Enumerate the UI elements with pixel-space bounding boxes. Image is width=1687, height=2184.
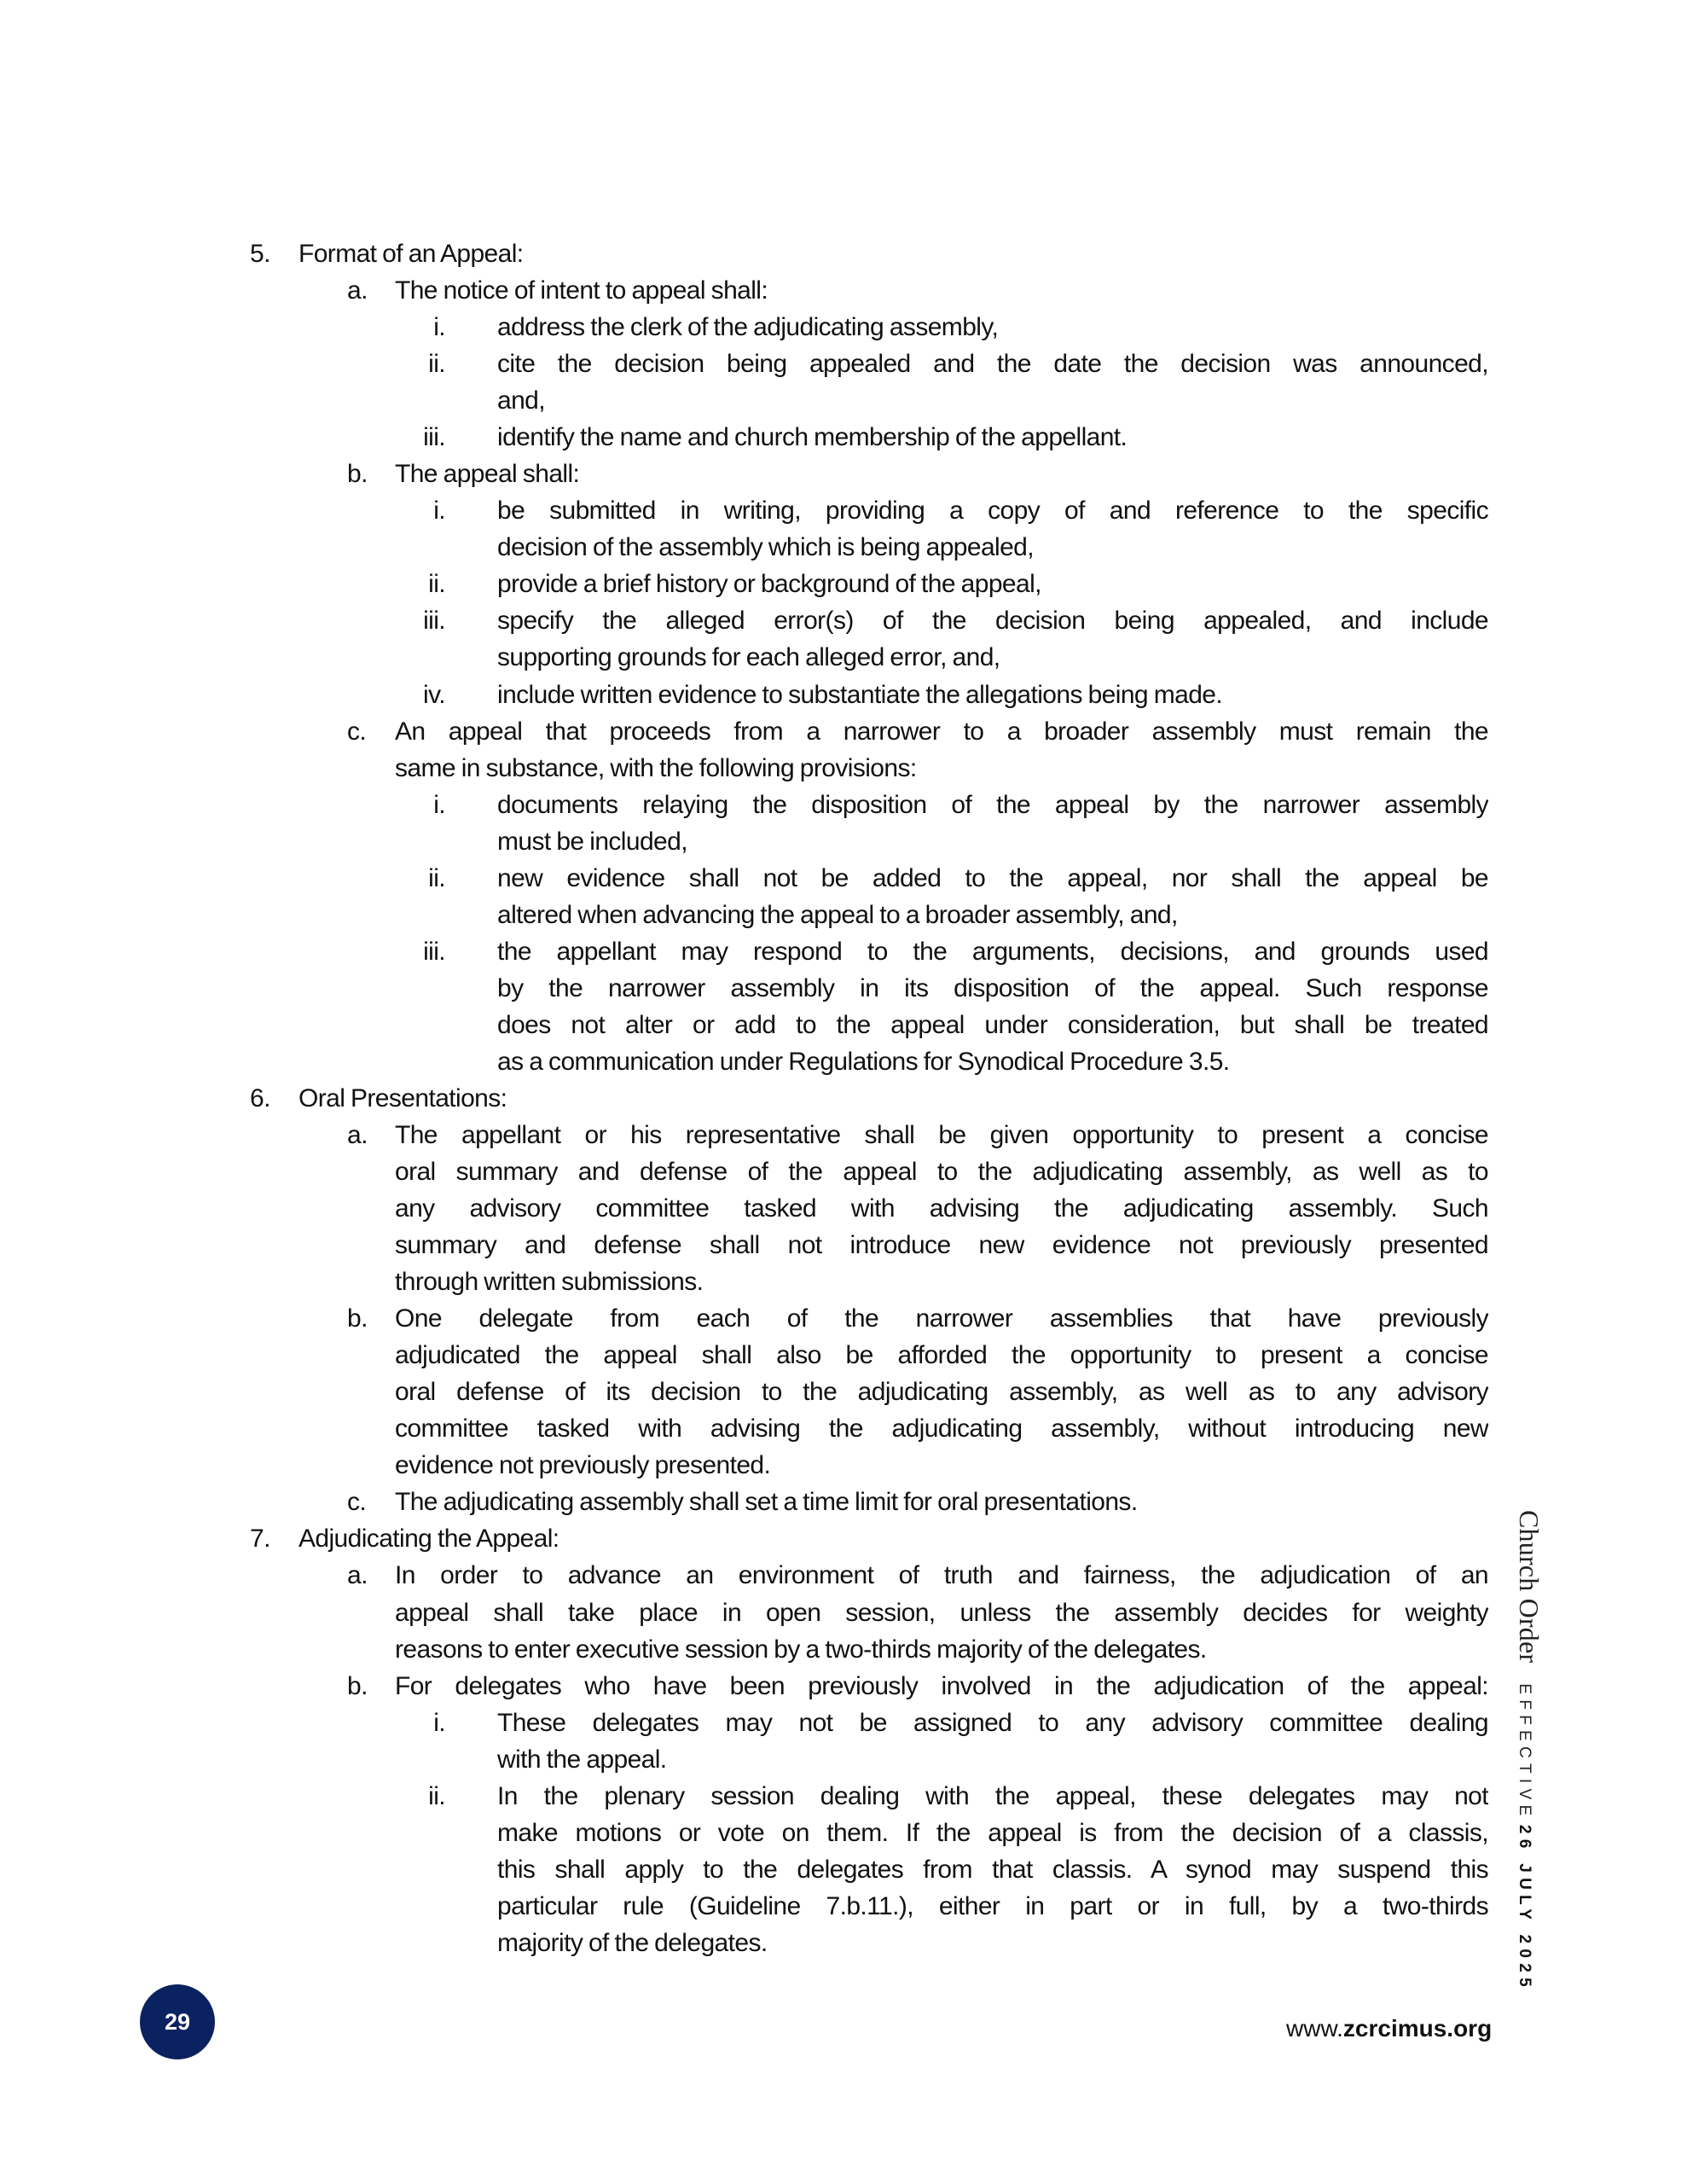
list-marker: i. [433, 313, 445, 342]
running-header-vertical [1512, 1510, 1546, 1992]
list-text: does not alter or add to the appeal under consideration, but shall be treated [497, 1010, 1488, 1039]
list-marker: iv. [423, 680, 445, 709]
list-marker: b. [347, 1304, 368, 1333]
list-marker: iii. [423, 423, 445, 452]
list-line [0, 1153, 1687, 1190]
list-text: decision of the assembly which is being appealed, [497, 533, 1035, 562]
list-line [0, 639, 1687, 676]
list-line [0, 456, 1687, 492]
list-marker: iii. [423, 937, 445, 966]
list-line [0, 933, 1687, 970]
list-marker: c. [347, 717, 367, 746]
list-marker: a. [347, 1121, 368, 1149]
list-text: The notice of intent to appeal shall: [395, 276, 768, 305]
list-line [0, 1007, 1687, 1043]
list-marker: ii. [428, 1781, 445, 1810]
list-text: Adjudicating the Appeal: [299, 1525, 559, 1554]
page-number-badge [140, 1984, 215, 2059]
list-text: An appeal that proceeds from a narrower to a broader assembly must remain the [395, 717, 1488, 746]
list-marker: 7. [250, 1525, 270, 1554]
list-line [0, 1520, 1687, 1557]
list-text: committee tasked with advising the adjudicating assembly, without introducing new [395, 1414, 1488, 1443]
list-line [0, 1080, 1687, 1117]
list-text: evidence not previously presented. [395, 1451, 771, 1480]
list-line [0, 1925, 1687, 1961]
list-text: For delegates who have been previously involved in the adjudication of the appeal: [395, 1671, 1488, 1700]
list-text: altered when advancing the appeal to a broader assembly, and, [497, 900, 1178, 929]
list-line [0, 787, 1687, 823]
list-marker: ii. [428, 350, 445, 379]
list-text: as a communication under Regulations for Synodical Procedure 3.5. [497, 1047, 1230, 1076]
effective-date: 26 JULY 2025 [1516, 1824, 1533, 1992]
list-text: documents relaying the disposition of the appeal by the narrower assembly [497, 790, 1488, 819]
list-line [0, 492, 1687, 529]
list-text: Format of an Appeal: [299, 240, 524, 268]
list-line [0, 1447, 1687, 1484]
list-text: supporting grounds for each alleged error, and, [497, 643, 1000, 672]
list-text: the appellant may respond to the arguments, decisions, and grounds used [497, 937, 1488, 966]
list-text: reasons to enter executive session by a two-thirds majority of the delegates. [395, 1635, 1207, 1664]
list-line [0, 1668, 1687, 1705]
list-line [0, 750, 1687, 787]
list-text: The appellant or his representative shall be given opportunity to present a concise [395, 1121, 1488, 1149]
list-text: include written evidence to substantiate the allegations being made. [497, 680, 1223, 709]
list-line [0, 1594, 1687, 1631]
list-text: Oral Presentations: [299, 1083, 507, 1112]
list-line [0, 1300, 1687, 1337]
list-text: any advisory committee tasked with advising the adjudicating assembly. Such [395, 1194, 1488, 1223]
list-line [0, 346, 1687, 382]
list-text: adjudicated the appeal shall also be afforded the opportunity to present a concise [395, 1341, 1488, 1370]
list-line [0, 860, 1687, 897]
list-line [0, 1117, 1687, 1153]
list-text: with the appeal. [497, 1745, 667, 1774]
list-text: oral defense of its decision to the adjudicating assembly, as well as to any advisory [395, 1378, 1488, 1407]
list-line [0, 897, 1687, 933]
list-text: One delegate from each of the narrower assemblies that have previously [395, 1304, 1488, 1333]
list-marker: 6. [250, 1083, 270, 1112]
list-text: particular rule (Guideline 7.b.11.), either in part or in full, by a two-thirds [497, 1891, 1488, 1920]
list-line [0, 1631, 1687, 1668]
list-marker: b. [347, 1671, 368, 1700]
list-text: by the narrower assembly in its disposition of the appeal. Such response [497, 973, 1488, 1002]
website-link[interactable] [1286, 2013, 1492, 2044]
list-text: The appeal shall: [395, 460, 580, 489]
list-line [0, 529, 1687, 566]
list-line [0, 823, 1687, 860]
list-marker: a. [347, 1561, 368, 1590]
list-marker: i. [433, 1708, 445, 1737]
list-text: majority of the delegates. [497, 1928, 768, 1957]
list-line [0, 235, 1687, 272]
list-text: The adjudicating assembly shall set a time limit for oral presentations. [395, 1488, 1138, 1517]
list-text: appeal shall take place in open session, unless the assembly decides for weighty [395, 1598, 1488, 1627]
page-number: 29 [164, 2008, 191, 2035]
list-text: and, [497, 386, 545, 415]
list-text: summary and defense shall not introduce new evidence not previously presented [395, 1231, 1488, 1260]
list-line [0, 272, 1687, 309]
list-text: be submitted in writing, providing a copy of and reference to the specific [497, 497, 1488, 526]
list-line [0, 1705, 1687, 1741]
list-text: new evidence shall not be added to the appeal, nor shall the appeal be [497, 863, 1488, 892]
list-text: must be included, [497, 827, 687, 856]
list-text: In order to advance an environment of truth and fairness, the adjudication of an [395, 1561, 1488, 1590]
website-prefix: www. [1286, 2015, 1343, 2042]
list-marker: i. [433, 790, 445, 819]
document-title: Church Order [1514, 1510, 1545, 1664]
list-line [0, 1374, 1687, 1410]
list-line [0, 419, 1687, 456]
list-text: specify the alleged error(s) of the decision being appealed, and include [497, 607, 1488, 636]
list-marker: c. [347, 1488, 367, 1517]
list-text: same in substance, with the following provisions: [395, 753, 917, 782]
list-marker: ii. [428, 570, 445, 599]
list-marker: i. [433, 497, 445, 526]
list-text: provide a brief history or background of the appeal, [497, 570, 1041, 599]
list-text: address the clerk of the adjudicating assembly, [497, 313, 999, 342]
list-line [0, 309, 1687, 346]
list-line [0, 1263, 1687, 1300]
list-marker: a. [347, 276, 368, 305]
list-text: In the plenary session dealing with the appeal, these delegates may not [497, 1781, 1488, 1810]
list-line [0, 1888, 1687, 1925]
list-line [0, 1778, 1687, 1815]
list-line [0, 1815, 1687, 1851]
list-text: through written submissions. [395, 1268, 704, 1297]
list-marker: iii. [423, 607, 445, 636]
list-line [0, 1337, 1687, 1374]
list-text: this shall apply to the delegates from that classis. A synod may suspend this [497, 1855, 1488, 1884]
list-line [0, 382, 1687, 419]
list-line [0, 566, 1687, 602]
list-line [0, 1227, 1687, 1263]
list-line [0, 1043, 1687, 1080]
list-line [0, 1484, 1687, 1520]
list-line [0, 970, 1687, 1007]
list-text: identify the name and church membership of the appellant. [497, 423, 1128, 452]
list-line [0, 1851, 1687, 1888]
list-line [0, 602, 1687, 639]
list-line [0, 677, 1687, 713]
list-line [0, 1557, 1687, 1594]
list-marker: b. [347, 460, 368, 489]
list-marker: 5. [250, 240, 270, 268]
list-text: make motions or vote on them. If the appeal is from the decision of a classis, [497, 1818, 1488, 1847]
website-domain: zcrcimus.org [1342, 2015, 1493, 2042]
list-text: These delegates may not be assigned to any advisory committee dealing [497, 1708, 1488, 1737]
list-line [0, 713, 1687, 750]
list-text: oral summary and defense of the appeal to the adjudicating assembly, as well as to [395, 1158, 1488, 1186]
list-line [0, 1190, 1687, 1227]
list-marker: ii. [428, 863, 445, 892]
effective-label: EFFECTIVE [1516, 1683, 1533, 1821]
list-text: cite the decision being appealed and the date the decision was announced, [497, 350, 1488, 379]
list-line [0, 1410, 1687, 1447]
list-line [0, 1741, 1687, 1778]
